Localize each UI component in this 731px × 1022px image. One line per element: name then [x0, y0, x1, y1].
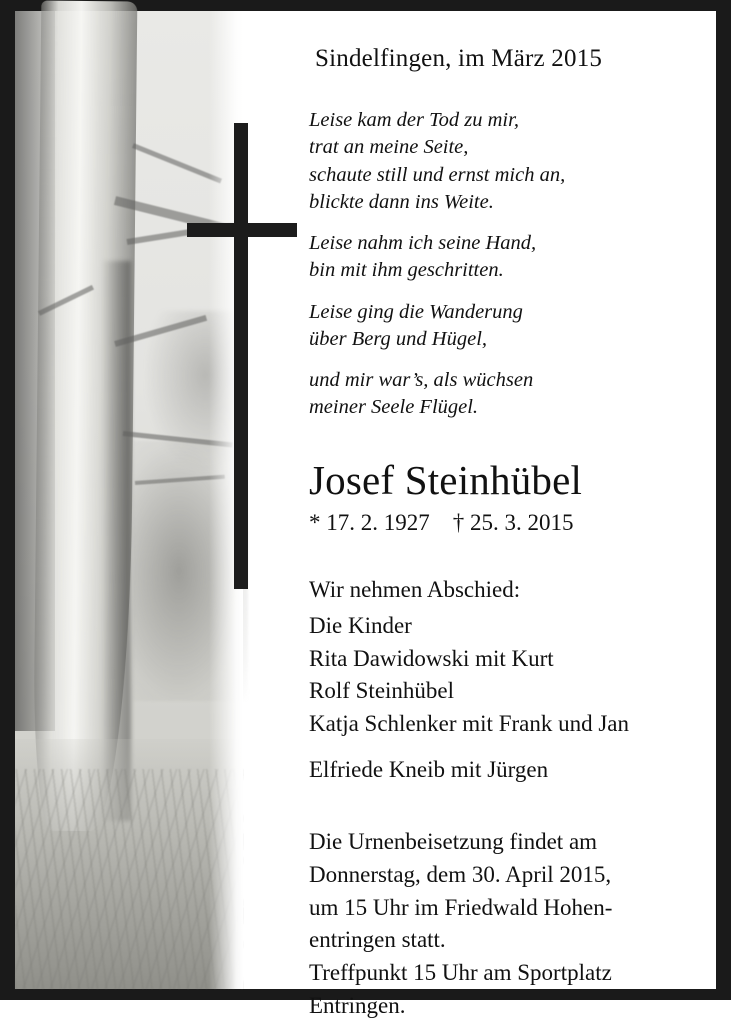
- obituary-inner: [15, 11, 716, 1018]
- farewell-block: [309, 574, 698, 787]
- funeral-line: Treffpunkt 15 Uhr am Sportplatz: [309, 960, 612, 986]
- family-member: Elfriede Kneib mit Jürgen: [309, 756, 549, 782]
- farewell-lead: Wir nehmen Abschied:: [309, 576, 521, 602]
- poem: [309, 107, 698, 422]
- family-member: Katja Schlenker mit Frank und Jan: [309, 711, 630, 737]
- poem-line: Leise ging die Wanderung: [309, 300, 523, 323]
- funeral-line: Die Urnenbeisetzung findet am: [309, 829, 598, 855]
- poem-line: blickte dann ins Weite.: [309, 190, 494, 213]
- family-member: Die Kinder: [309, 613, 412, 639]
- poem-line: trat an meine Seite,: [309, 136, 469, 159]
- funeral-line: entringen statt.: [309, 927, 446, 953]
- obituary-text: [243, 11, 716, 1018]
- poem-stanza: [309, 367, 698, 422]
- place-and-date: Sindelfingen, im März 2015: [315, 45, 603, 72]
- funeral-line: um 15 Uhr im Friedwald Hohen-: [309, 894, 613, 920]
- poem-line: bin mit ihm geschritten.: [309, 259, 504, 282]
- poem-line: über Berg und Hügel,: [309, 327, 488, 350]
- poem-line: und mir war’s, als wüchsen: [309, 369, 534, 391]
- birch-trunk-shadow: [15, 11, 55, 731]
- family-member: Rolf Steinhübel: [309, 678, 455, 704]
- poem-stanza: [309, 107, 698, 216]
- poem-stanza: [309, 230, 698, 285]
- forest-photo: [15, 11, 243, 989]
- poem-line: meiner Seele Flügel.: [309, 396, 479, 419]
- family-member: Rita Dawidowski mit Kurt: [309, 645, 554, 671]
- cross-icon-crossbar: [187, 223, 297, 237]
- deceased-name: Josef Steinhübel: [309, 456, 583, 503]
- cross-icon: [234, 123, 248, 589]
- funeral-line: Donnerstag, dem 30. April 2015,: [309, 862, 612, 888]
- birth-death-dates: * 17. 2. 1927 † 25. 3. 2015: [309, 509, 574, 535]
- poem-line: Leise nahm ich seine Hand,: [309, 232, 537, 254]
- poem-stanza: [309, 299, 698, 354]
- poem-line: schaute still und ernst mich an,: [309, 163, 566, 186]
- funeral-details: [309, 826, 698, 1022]
- poem-line: Leise kam der Tod zu mir,: [309, 109, 519, 131]
- funeral-line: Entringen.: [309, 992, 406, 1018]
